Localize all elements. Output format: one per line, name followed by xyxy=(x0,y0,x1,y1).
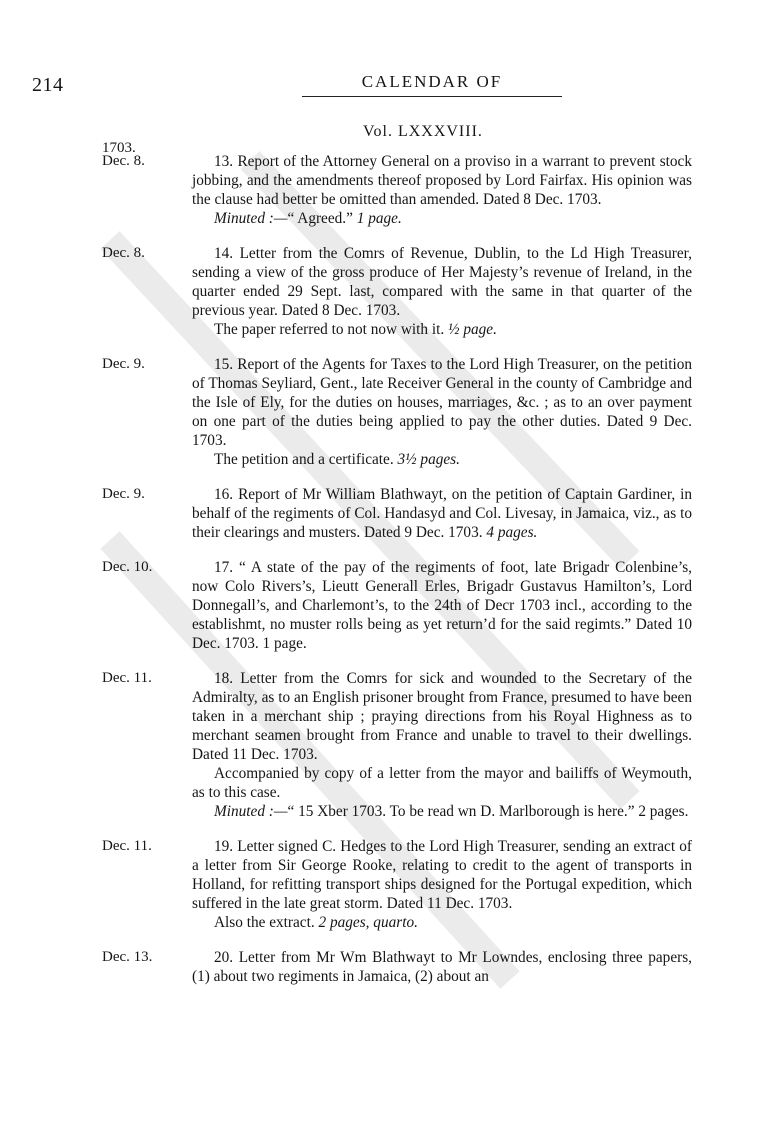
calendar-entry xyxy=(0,485,768,542)
calendar-entry xyxy=(0,948,768,986)
calendar-entry xyxy=(0,152,768,228)
calendar-entry xyxy=(0,558,768,653)
entry-text: 20. Letter from Mr Wm Blathwayt to Mr Lowndes, enclosing three papers, (1) about two regiments in Jamaica, (2) about an xyxy=(192,949,692,985)
entry-body xyxy=(192,669,692,821)
minute-label: Minuted :— xyxy=(214,210,288,227)
entry-subnote: Accompanied by copy of a letter from the mayor and bailiffs of Weymouth, as to this case. xyxy=(192,765,692,801)
entry-subnote xyxy=(192,913,692,932)
entry-date: Dec. 10. xyxy=(102,559,153,575)
entry-date: Dec. 9. xyxy=(102,356,145,372)
entry-extent: 3½ pages. xyxy=(397,451,460,468)
entry-text xyxy=(192,485,692,542)
minute-text: “ Agreed.” xyxy=(287,210,357,227)
entry-date: Dec. 8. xyxy=(102,245,145,261)
entry-extent: 1 page. xyxy=(262,635,307,652)
calendar-entry xyxy=(0,355,768,469)
entry-body xyxy=(192,244,692,339)
calendar-entry xyxy=(0,837,768,932)
entry-text-main: 16. Report of Mr William Blathwayt, on the petition of Captain Gardiner, in behalf of the regiments of Col. Handasyd and Col. Livesay, in Jamaica, viz., as to their clearings and musters. Dated 9 Dec. 1703. xyxy=(192,486,692,541)
calendar-entry xyxy=(0,669,768,821)
minute-label: Minuted :— xyxy=(214,803,288,820)
entry-text xyxy=(192,558,692,653)
header-rule xyxy=(302,96,562,97)
entry-date: Dec. 11. xyxy=(102,838,152,854)
entry-minute xyxy=(192,209,692,228)
subnote-text: The petition and a certificate. xyxy=(214,451,398,468)
entry-extent: ½ page. xyxy=(448,321,497,338)
entry-date: Dec. 9. xyxy=(102,486,145,502)
volume-heading: Vol. LXXXVIII. xyxy=(363,123,483,140)
entry-text: 19. Letter signed C. Hedges to the Lord High Treasurer, sending an extract of a letter from Sir George Rooke, relating to credit to the agent of transports in Holland, for refitting transport ships designed for the Portugal expedition, which suffered in the late great storm. Dated 11 Dec. 1703. xyxy=(192,838,692,912)
entry-body xyxy=(192,837,692,932)
calendar-entries xyxy=(0,152,768,1002)
running-head: CALENDAR OF xyxy=(361,72,503,91)
calendar-entry xyxy=(0,244,768,339)
entry-subnote xyxy=(192,450,692,469)
entry-minute xyxy=(192,802,692,821)
entry-body xyxy=(192,558,692,653)
subnote-text: The paper referred to not now with it. xyxy=(214,321,449,338)
entry-date: Dec. 11. xyxy=(102,670,152,686)
entry-extent: 2 pages, quarto. xyxy=(318,914,418,931)
entry-text: 13. Report of the Attorney General on a proviso in a warrant to prevent stock jobbing, and the amendments thereof proposed by Lord Fairfax. His opinion was the clause had better be omitted than amended. Dated 8 Dec. 1703. xyxy=(192,153,692,208)
minute-text: “ 15 Xber 1703. To be read wn D. Marlborough is here.” xyxy=(287,803,639,820)
entry-extent: 1 page. xyxy=(356,210,402,227)
entry-subnote xyxy=(192,320,692,339)
entry-body xyxy=(192,355,692,469)
subnote-text: Also the extract. xyxy=(214,914,319,931)
year-label: 1703. xyxy=(102,140,136,156)
entry-date: Dec. 8. xyxy=(102,153,145,169)
page-number: 214 xyxy=(32,74,64,96)
entry-text: 14. Letter from the Comrs of Revenue, Dublin, to the Ld High Treasurer, sending a view of the gross produce of Her Majesty’s revenue of Ireland, in the quarter ended 29 Sept. last, compared with the same in that quarter of the previous year. Dated 8 Dec. 1703. xyxy=(192,245,692,319)
entry-body xyxy=(192,485,692,542)
entry-body xyxy=(192,948,692,986)
entry-body xyxy=(192,152,692,228)
entry-extent: 2 pages. xyxy=(638,803,689,820)
entry-text: 18. Letter from the Comrs for sick and wounded to the Secretary of the Admiralty, as to an English prisoner brought from France, presumed to have been taken in a merchant ship ; praying directions from his Royal Highness as to merchant seamen brought from France and unable to travel to their dwellings. Dated 11 Dec. 1703. xyxy=(192,670,692,763)
entry-extent: 4 pages. xyxy=(486,524,538,541)
entry-date: Dec. 13. xyxy=(102,949,153,965)
entry-text-main: 17. “ A state of the pay of the regiments of foot, late Brigadr Colenbine’s, now Colo Rivers’s, Lieutt Generall Erles, Brigadr Gustavus Hamilton’s, Lord Donnegall’s, and Charlemont’s, to the 24th of Decr 1703 incl., according to the establishmt, no muster rolls being as yet return’d for the said regimts.” Dated 10 Dec. 1703. xyxy=(192,559,692,652)
entry-text: 15. Report of the Agents for Taxes to the Lord High Treasurer, on the petition of Thomas Seyliard, Gent., late Receiver General in the county of Cambridge and the Isle of Ely, for the duties on houses, marriages, &c. ; as to an over payment on one part of the duties being applied to pay the other duties. Dated 9 Dec. 1703. xyxy=(192,356,692,449)
